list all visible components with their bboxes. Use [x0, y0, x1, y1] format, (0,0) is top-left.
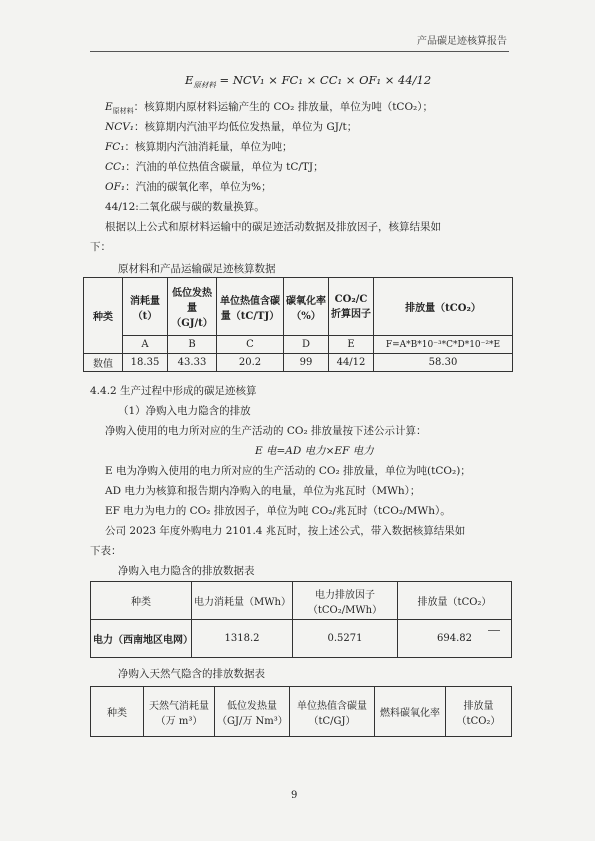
col-consumption: 消耗量（t）: [123, 278, 168, 336]
value-a: 18.35: [123, 354, 168, 372]
row-kind: 电力（西南地区电网）: [91, 620, 192, 658]
paragraph-purchased-a: 公司 2023 年度外购电力 2101.4 兆瓦时，按上述公式，带入数据核算结果如: [105, 525, 466, 537]
col-cc: 单位热值含碳量（tC/GJ）: [290, 687, 375, 737]
col-kind: 种类: [84, 278, 123, 354]
value-e: 44/12: [329, 354, 374, 372]
col-emission: 排放量（tCO₂）: [374, 278, 513, 336]
row-consumption: 1318.2: [192, 620, 293, 658]
letter-e: E: [329, 336, 374, 354]
margin-mark: [488, 630, 500, 631]
letter-b: B: [168, 336, 217, 354]
subsection-1: （1）净购入电力隐含的排放: [118, 405, 251, 417]
paragraph-result-b: 下：: [90, 241, 111, 253]
def-e-electricity: E 电为净购入使用的电力所对应的生产活动的 CO₂ 排放量，单位为吨(tCO₂)；: [105, 465, 471, 477]
def-ef: EF 电力为电力的 CO₂ 排放因子，单位为吨 CO₂/兆瓦时（tCO₂/MWh）。: [105, 505, 451, 517]
table2-caption: 净购入电力隐含的排放数据表: [118, 565, 255, 577]
row-emission: 694.82: [398, 620, 512, 658]
transport-table: [83, 277, 513, 372]
col-oxidation: 燃料碳氧化率: [375, 687, 446, 737]
page-header-title: 产品碳足迹核算报告: [417, 36, 507, 47]
formula-electricity: E 电=AD 电力×EF 电力: [255, 445, 374, 457]
col-emission: 排放量（tCO₂）: [398, 582, 512, 620]
def-ncv: NCV₁：核算期内汽油平均低位发热量，单位为 GJ/t；: [105, 121, 358, 133]
page-number: 9: [291, 790, 298, 801]
col-power-factor: 电力排放因子（tCO₂/MWh）: [293, 582, 398, 620]
letter-f: F=A*B*10⁻³*C*D*10⁻²*E: [374, 336, 513, 354]
col-emission: 排放量（tCO₂）: [446, 687, 512, 737]
col-factor: CO₂/C折算因子: [329, 278, 374, 336]
formula-raw-material: $E_{原材料} = NCV_1 \times FC_1 \times CC_1 \times OF_1 \times 44/12$: [185, 73, 432, 90]
letter-c: C: [217, 336, 284, 354]
electricity-table: [90, 581, 512, 658]
def-of: OF₁：汽油的碳氧化率，单位为%；: [105, 181, 272, 193]
natural-gas-table: [90, 686, 512, 737]
col-of: 碳氧化率（%）: [284, 278, 329, 336]
def-fc: FC₁：核算期内汽油消耗量，单位为吨；: [105, 141, 293, 153]
row-factor: 0.5271: [293, 620, 398, 658]
table3-caption: 净购入天然气隐含的排放数据表: [118, 668, 265, 680]
letter-d: D: [284, 336, 329, 354]
def-e: $E_{原材料}$：核算期内原材料运输产生的 CO₂ 排放量，单位为吨（tCO₂）；: [105, 101, 434, 116]
value-d: 99: [284, 354, 329, 372]
col-kind: 种类: [91, 687, 144, 737]
letter-a: A: [123, 336, 168, 354]
value-c: 20.2: [217, 354, 284, 372]
col-power-consumption: 电力消耗量（MWh）: [192, 582, 293, 620]
header-divider: [90, 51, 509, 52]
section-4-4-2: 4.4.2 生产过程中形成的碳足迹核算: [90, 385, 257, 397]
col-kind: 种类: [91, 582, 192, 620]
paragraph-result-a: 根据以上公式和原材料运输中的碳足迹活动数据及排放因子，核算结果如: [105, 221, 441, 233]
paragraph-purchased-b: 下表：: [90, 545, 122, 557]
col-gas-consumption: 天然气消耗量（万 m³）: [144, 687, 215, 737]
paragraph-electricity: 净购入使用的电力所对应的生产活动的 CO₂ 排放量按下述公示计算：: [105, 425, 427, 437]
value-b: 43.33: [168, 354, 217, 372]
row-label: 数值: [84, 354, 123, 372]
def-44-12: 44/12:二氧化碳与碳的数量换算。: [105, 201, 265, 213]
col-cc: 单位热值含碳量（tC/TJ）: [217, 278, 284, 336]
table1-caption: 原材料和产品运输碳足迹核算数据: [118, 263, 276, 275]
def-ad: AD 电力为核算和报告期内净购入的电量，单位为兆瓦时（MWh）；: [105, 485, 421, 497]
col-ncv: 低位发热量（GJ/万 Nm³）: [215, 687, 290, 737]
value-f: 58.30: [374, 354, 513, 372]
col-ncv: 低位发热量（GJ/t）: [168, 278, 217, 336]
def-cc: CC₁：汽油的单位热值含碳量，单位为 tC/TJ；: [105, 161, 324, 173]
